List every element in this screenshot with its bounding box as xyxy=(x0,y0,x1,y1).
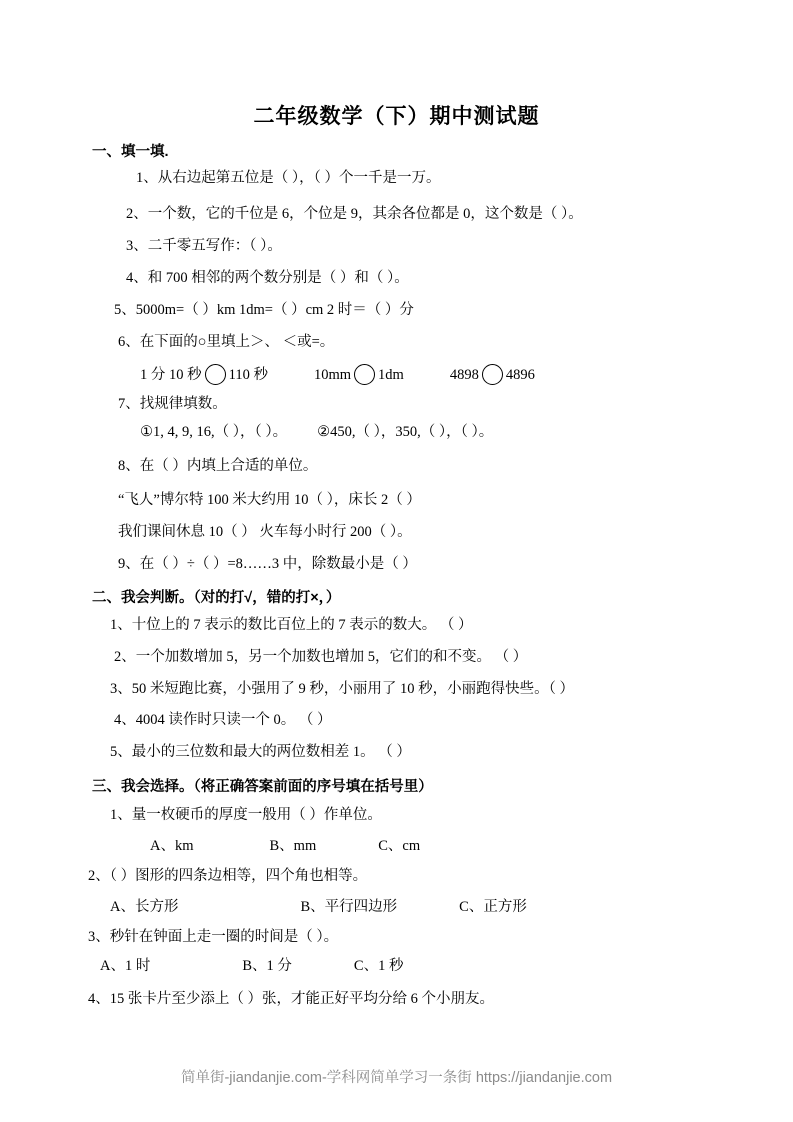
s1-question-7: 7、找规律填数。 xyxy=(118,396,227,412)
s2-question-2: 2、一个加数增加 5，另一个加数也增加 5，它们的和不变。 （ ） xyxy=(114,649,528,665)
s1-question-4: 4、和 700 相邻的两个数分别是（ ）和（ ）。 xyxy=(126,270,409,286)
s3-q1-options xyxy=(150,838,420,855)
s3-question-1: 1、量一枚硬币的厚度一般用（ ）作单位。 xyxy=(110,807,382,823)
section-heading-multiple-choice: 三、我会选择。（将正确答案前面的序号填在括号里） xyxy=(92,779,433,795)
s1-compare-row xyxy=(140,364,535,385)
s1-question-9: 9、在（ ）÷（ ）=8……3 中，除数最小是（ ） xyxy=(118,556,417,572)
s2-question-1: 1、十位上的 7 表示的数比百位上的 7 表示的数大。 （ ） xyxy=(110,617,473,633)
s1-unit-line-2: 我们课间休息 10（ ） 火车每小时行 200（ ）。 xyxy=(118,524,412,540)
s1-unit-line-1: “飞人”博尔特 100 米大约用 10（ ），床长 2（ ） xyxy=(118,492,421,508)
compare-circle-2[interactable] xyxy=(354,364,375,385)
s1-question-6: 6、在下面的○里填上＞、 ＜或=。 xyxy=(118,334,335,350)
s3-q3-option-b[interactable]: B、1 分 xyxy=(242,958,292,974)
s3-q1-option-a[interactable]: A、km xyxy=(150,838,194,854)
s3-question-3: 3、秒针在钟面上走一圈的时间是（ ）。 xyxy=(88,929,339,945)
s1-question-5: 5、5000m=（ ）km 1dm=（ ）cm 2 时＝（ ）分 xyxy=(114,302,414,318)
s3-q3-option-a[interactable]: A、1 时 xyxy=(100,958,151,974)
s2-question-5: 5、最小的三位数和最大的两位数相差 1。 （ ） xyxy=(110,744,411,760)
compare-pair1-right: 110 秒 xyxy=(228,367,268,383)
s3-q3-options xyxy=(100,958,403,975)
s2-question-3: 3、50 米短跑比赛，小强用了 9 秒，小丽用了 10 秒，小丽跑得快些。（ ） xyxy=(110,681,574,697)
section-heading-fill-in: 一、填一填. xyxy=(92,144,169,160)
compare-circle-3[interactable] xyxy=(482,364,503,385)
page-title: 二年级数学（下）期中测试题 xyxy=(253,105,540,128)
pattern-sequence-2: ②450,（ ），350,（ ），（ ）。 xyxy=(317,424,494,440)
compare-pair3-right: 4896 xyxy=(505,367,535,383)
section-heading-true-false: 二、我会判断。（对的打√，错的打×，） xyxy=(92,590,341,606)
pattern-sequence-1: ①1, 4, 9, 16,（ ），（ ）。 xyxy=(140,424,288,440)
s3-q2-option-b[interactable]: B、平行四边形 xyxy=(300,899,398,915)
compare-circle-1[interactable] xyxy=(205,364,226,385)
s1-question-3: 3、二千零五写作：（ ）。 xyxy=(126,238,282,254)
s3-question-2: 2、（ ）图形的四条边相等，四个角也相等。 xyxy=(88,868,368,884)
compare-pair2-left: 10mm xyxy=(313,367,352,383)
s1-pattern-row xyxy=(140,424,493,441)
s3-question-4: 4、15 张卡片至少添上（ ）张，才能正好平均分给 6 个小朋友。 xyxy=(88,991,494,1007)
s3-q2-options xyxy=(110,899,527,916)
s1-question-8: 8、在（ ）内填上合适的单位。 xyxy=(118,458,318,474)
s1-question-2: 2、一个数，它的千位是 6，个位是 9，其余各位都是 0，这个数是（ ）。 xyxy=(126,206,583,222)
compare-pair1-left: 1 分 10 秒 xyxy=(140,367,202,383)
s3-q3-option-c[interactable]: C、1 秒 xyxy=(353,958,404,974)
compare-pair2-right: 1dm xyxy=(378,367,404,383)
s3-q2-option-a[interactable]: A、长方形 xyxy=(110,899,179,915)
s2-question-4: 4、4004 读作时只读一个 0。 （ ） xyxy=(114,712,332,728)
compare-pair3-left: 4898 xyxy=(449,367,479,383)
s3-q1-option-c[interactable]: C、cm xyxy=(378,838,421,854)
s3-q2-option-c[interactable]: C、正方形 xyxy=(459,899,527,915)
s3-q1-option-b[interactable]: B、mm xyxy=(269,838,317,854)
footer-watermark: 简单街-jiandanjie.com-学科网简单学习一条街 https://jiandanjie.com xyxy=(180,1070,613,1086)
s1-question-1: 1、从右边起第五位是（ ），（ ）个一千是一万。 xyxy=(136,170,441,186)
